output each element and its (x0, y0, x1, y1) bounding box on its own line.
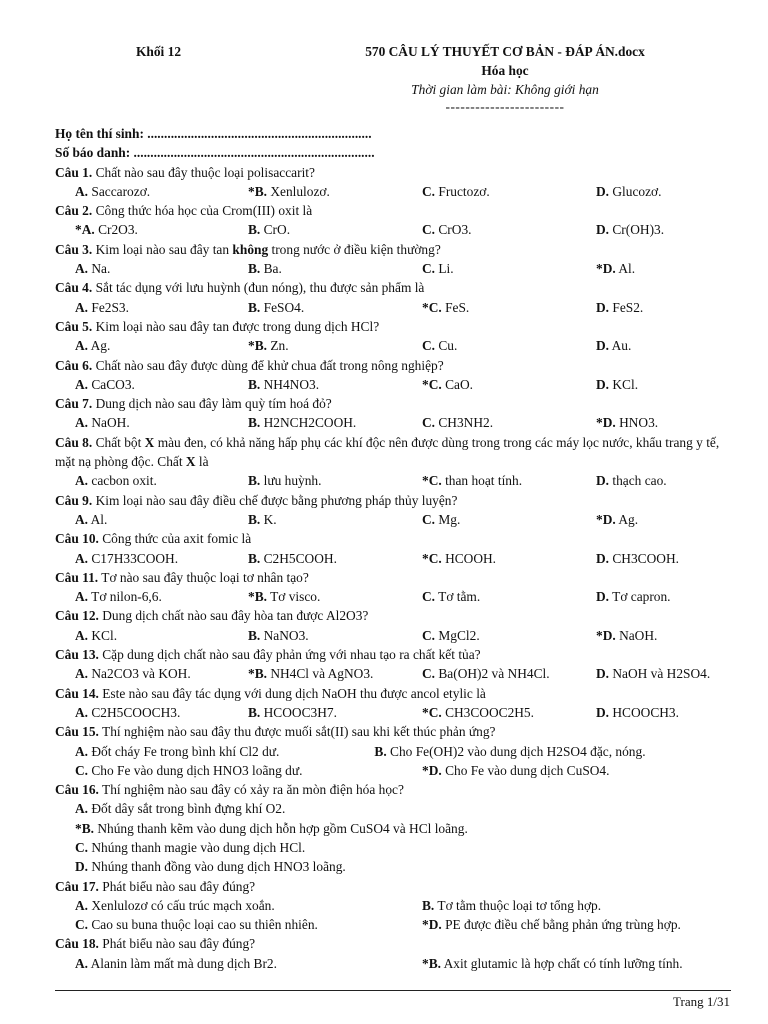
student-id-label: Số báo danh: (55, 145, 134, 161)
option-c-correct: *C. HCOOH. (422, 550, 497, 566)
question-4-options (55, 298, 730, 317)
option-a: A. CaCO3. (75, 376, 135, 392)
option-a: A. Tơ nilon-6,6. (75, 589, 162, 605)
question-2-options (55, 220, 730, 239)
option-d: D. CH3COOH. (596, 550, 679, 566)
student-name-line (55, 124, 730, 143)
question-6-options (55, 375, 730, 394)
question-10-options (55, 549, 730, 568)
footer-divider (55, 990, 731, 991)
question-16: Câu 16. Thí nghiệm nào sau đây có xảy ra ăn mòn điện hóa học? (55, 782, 404, 798)
question-18: Câu 18. Phát biểu nào sau đây đúng? (55, 936, 256, 952)
option-d-correct: *D. Al. (596, 261, 636, 277)
question-10: Câu 10. Công thức của axit fomic là (55, 531, 252, 547)
option-a: A. Đốt cháy Fe trong bình khí Cl2 dư. (75, 743, 280, 759)
time-limit: Thời gian làm bài: Không giới hạn (411, 82, 599, 97)
question-9-options (55, 510, 730, 529)
question-13-options (55, 664, 730, 683)
option-b: B. FeSO4. (248, 299, 305, 315)
option-d: D. Nhúng thanh đồng vào dung dịch HNO3 loãng. (75, 859, 346, 875)
option-b: B. NH4NO3. (248, 376, 320, 392)
option-a: A. Đốt dây sắt trong bình đựng khí O2. (75, 801, 286, 817)
option-d-correct: *D. Ag. (596, 511, 639, 527)
question-5-options (55, 336, 730, 355)
option-b: B. K. (248, 511, 277, 527)
question-7: Câu 7. Dung dịch nào sau đây làm quỳ tím hoá đỏ? (55, 396, 332, 412)
question-17: Câu 17. Phát biểu nào sau đây đúng? (55, 878, 256, 894)
option-c-correct: *C. CaO. (422, 376, 473, 392)
question-6: Câu 6. Chất nào sau đây được dùng để khử chua đất trong nông nghiệp? (55, 357, 444, 373)
option-c: C. Tơ tằm. (422, 589, 481, 605)
question-3: Câu 3. Kim loại nào sau đây tan không trong nước ở điều kiện thường? (55, 241, 441, 257)
question-11: Câu 11. Tơ nào sau đây thuộc loại tơ nhân tạo? (55, 569, 309, 585)
option-a: A. Na2CO3 và KOH. (75, 666, 191, 682)
option-d-correct: *D. PE được điều chế bằng phản ứng trùng hợp. (422, 917, 681, 933)
question-14-options (55, 703, 730, 722)
option-b: B. Cho Fe(OH)2 vào dung dịch H2SO4 đặc, nóng. (374, 743, 646, 759)
option-c: C. Fructozơ. (422, 183, 490, 199)
option-a: A. NaOH. (75, 415, 130, 431)
student-id-blank: ........................................................................ (133, 145, 375, 161)
question-18-options-ab (55, 954, 730, 973)
option-b: B. Tơ tằm thuộc loại tơ tổng hợp. (422, 897, 602, 913)
question-15-options-ab (55, 742, 730, 761)
question-15: Câu 15. Thí nghiệm nào sau đây thu được muối sắt(II) sau khi kết thúc phản ứng? (55, 724, 496, 740)
option-d: D. NaOH và H2SO4. (596, 666, 711, 682)
option-c: C. Mg. (422, 511, 461, 527)
question-8-options (55, 471, 730, 490)
option-d: D. HCOOCH3. (596, 704, 679, 720)
option-d: D. Au. (596, 338, 632, 354)
option-c: C. CrO3. (422, 222, 472, 238)
option-b: B. CrO. (248, 222, 291, 238)
option-b: B. HCOOC3H7. (248, 704, 337, 720)
header-divider: ------------------------ (445, 99, 565, 114)
option-b: B. H2NCH2COOH. (248, 415, 357, 431)
option-b-correct: *B. Tơ visco. (248, 589, 321, 605)
option-a: A. Ag. (75, 338, 111, 354)
option-d: D. FeS2. (596, 299, 644, 315)
option-b-correct: *B. NH4Cl và AgNO3. (248, 666, 374, 682)
question-17-options-ab (55, 896, 730, 915)
option-a: A. Na. (75, 261, 111, 277)
student-name-blank: ................................................................... (147, 126, 372, 141)
student-name-label: Họ tên thí sinh: (55, 126, 148, 141)
option-d: D. KCl. (596, 376, 639, 392)
option-c-correct: *C. FeS. (422, 299, 470, 315)
option-d-correct: *D. NaOH. (596, 627, 658, 643)
option-a: A. Al. (75, 511, 108, 527)
document-title: 570 CÂU LÝ THUYẾT CƠ BẢN - ĐÁP ÁN.docx (365, 44, 645, 59)
question-list (55, 124, 730, 973)
question-2: Câu 2. Công thức hóa học của Crom(III) oxit là (55, 203, 313, 219)
option-a: A. C2H5COOCH3. (75, 704, 181, 720)
question-15-options-cd (55, 761, 730, 780)
question-14: Câu 14. Este nào sau đây tác dụng với dung dịch NaOH thu được ancol etylic là (55, 685, 486, 701)
question-3-options (55, 259, 730, 278)
option-d: D. Cr(OH)3. (596, 222, 665, 238)
question-13: Câu 13. Cặp dung dịch chất nào sau đây phản ứng với nhau tạo ra chất kết tủa? (55, 647, 481, 663)
page-number: Trang 1/31 (673, 994, 730, 1009)
question-9: Câu 9. Kim loại nào sau đây điều chế được bằng phương pháp thủy luyện? (55, 492, 458, 508)
option-c-correct: *C. CH3COOC2H5. (422, 704, 534, 720)
question-12: Câu 12. Dung dịch chất nào sau đây hòa tan được Al2O3? (55, 608, 369, 624)
option-d-correct: *D. HNO3. (596, 415, 659, 431)
option-a: A. Saccarozơ. (75, 183, 151, 199)
option-c: C. Cho Fe vào dung dịch HNO3 loãng dư. (75, 762, 303, 778)
option-c: C. Ba(OH)2 và NH4Cl. (422, 666, 550, 682)
grade-label: Khối 12 (136, 44, 182, 59)
option-a-correct: *A. Cr2O3. (75, 222, 138, 238)
option-c: C. Cu. (422, 338, 458, 354)
option-b: B. lưu huỳnh. (248, 473, 322, 489)
question-1: Câu 1. Chất nào sau đây thuộc loại polisaccarit? (55, 164, 315, 180)
subject-label: Hóa học (481, 63, 529, 78)
option-b-correct: *B. Zn. (248, 338, 289, 354)
option-a: A. Fe2S3. (75, 299, 129, 315)
question-4: Câu 4. Sắt tác dụng với lưu huỳnh (đun nóng), thu được sản phẩm là (55, 280, 425, 296)
question-8: Câu 8. Chất bột X màu đen, có khả năng hấp phụ các khí độc nên được dùng trong trong các máy lọc nước, khẩu trang y tế, mặt nạ phòng độc. Chất X là (55, 434, 720, 470)
option-c: C. Li. (422, 261, 454, 277)
option-c-correct: *C. than hoạt tính. (422, 473, 523, 489)
question-12-options (55, 626, 730, 645)
question-17-options-cd (55, 915, 730, 934)
option-a: A. C17H33COOH. (75, 550, 179, 566)
option-a: A. cacbon oxit. (75, 473, 157, 489)
option-b: B. NaNO3. (248, 627, 309, 643)
option-c: C. CH3NH2. (422, 415, 494, 431)
option-c: C. Nhúng thanh magie vào dung dịch HCl. (75, 839, 306, 855)
option-d: D. thạch cao. (596, 473, 667, 489)
option-d: D. Glucozơ. (596, 183, 662, 199)
option-b-correct: *B. Axit glutamic là hợp chất có tính lưỡng tính. (422, 955, 683, 971)
student-id-line (55, 143, 730, 162)
option-d: D. Tơ capron. (596, 589, 671, 605)
option-c: C. MgCl2. (422, 627, 480, 643)
option-a: A. Alanin làm mất mà dung dịch Br2. (75, 955, 277, 971)
option-b-correct: *B. Xenlulozơ. (248, 183, 330, 199)
option-a: A. Xenlulozơ có cấu trúc mạch xoắn. (75, 897, 275, 913)
question-11-options (55, 587, 730, 606)
option-b-correct: *B. Nhúng thanh kẽm vào dung dịch hỗn hợp gồm CuSO4 và HCl loãng. (75, 820, 468, 836)
option-d-correct: *D. Cho Fe vào dung dịch CuSO4. (422, 762, 610, 778)
question-7-options (55, 413, 730, 432)
option-b: B. Ba. (248, 261, 282, 277)
question-5: Câu 5. Kim loại nào sau đây tan được trong dung dịch HCl? (55, 318, 380, 334)
option-a: A. KCl. (75, 627, 118, 643)
option-c: C. Cao su buna thuộc loại cao su thiên nhiên. (75, 917, 318, 933)
question-1-options (55, 182, 730, 201)
option-b: B. C2H5COOH. (248, 550, 337, 566)
